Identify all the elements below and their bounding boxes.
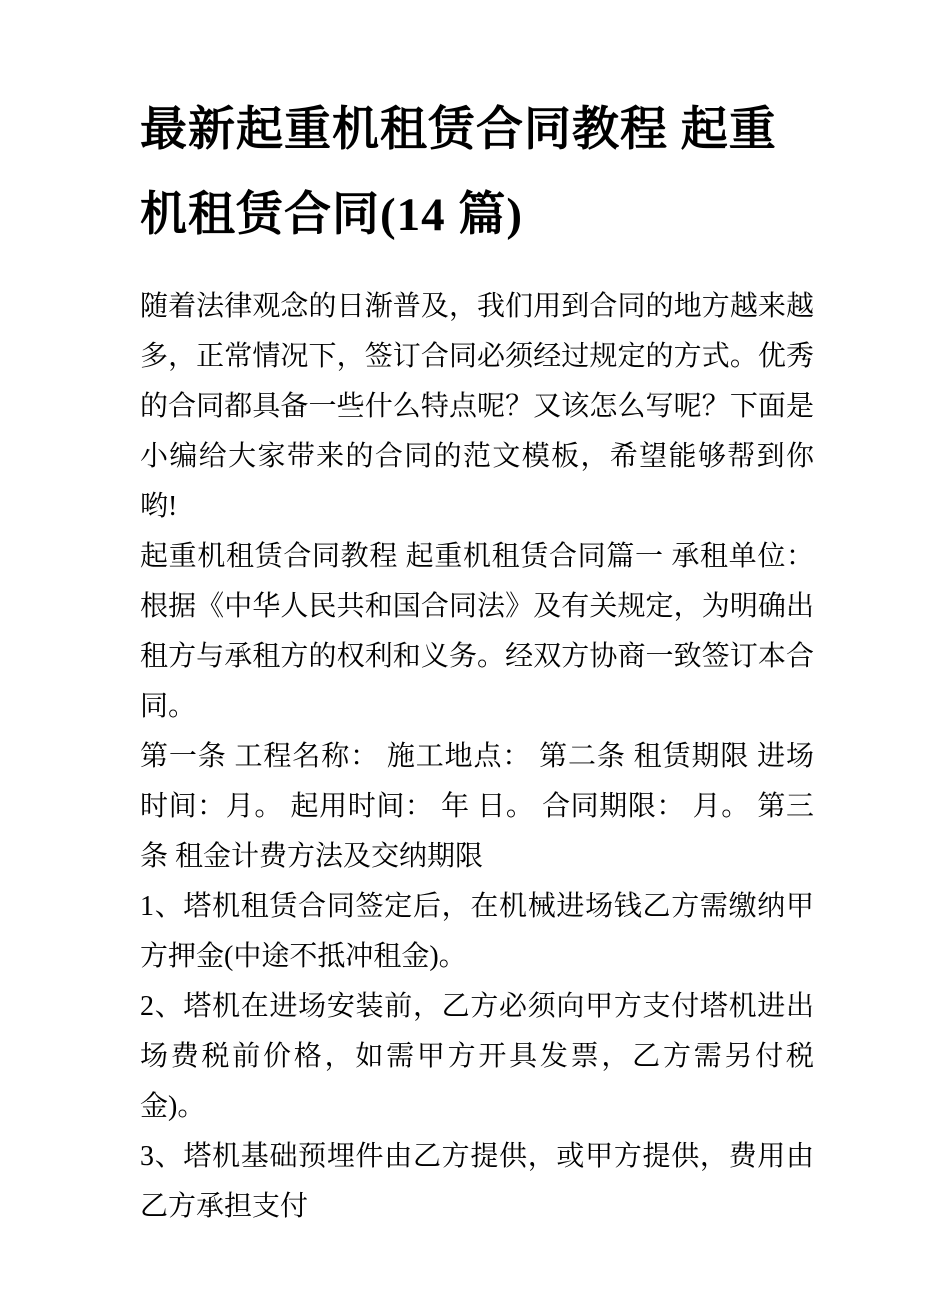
paragraph-clause-2: 2、塔机在进场安装前，乙方必须向甲方支付塔机进出场费税前价格，如需甲方开具发票，乙方需另付税金)。 xyxy=(140,991,814,1122)
paragraph-contract-basis: 起重机租赁合同教程 起重机租赁合同篇一 承租单位： 根据《中华人民共和国合同法》及有关规定，为明确出租方与承租方的权利和义务。经双方协商一致签订本合同。 xyxy=(140,541,814,722)
paragraph-clause-3: 3、塔机基础预埋件由乙方提供，或甲方提供，费用由乙方承担支付 xyxy=(140,1141,814,1222)
paragraph-articles-1-to-3: 第一条 工程名称： 施工地点： 第二条 租赁期限 进场时间：月。 起用时间： 年 日。 合同期限： 月。 第三条 租金计费方法及交纳期限 xyxy=(140,741,814,872)
paragraph-intro: 随着法律观念的日渐普及，我们用到合同的地方越来越多，正常情况下，签订合同必须经过规定的方式。优秀的合同都具备一些什么特点呢？又该怎么写呢？下面是小编给大家带来的合同的范文模板，希望能够帮到你哟! xyxy=(140,291,814,522)
document-title: 最新起重机租赁合同教程 起重机租赁合同(14 篇) xyxy=(140,104,777,241)
paragraph-clause-1: 1、塔机租赁合同签定后，在机械进场钱乙方需缴纳甲方押金(中途不抵冲租金)。 xyxy=(140,891,814,972)
